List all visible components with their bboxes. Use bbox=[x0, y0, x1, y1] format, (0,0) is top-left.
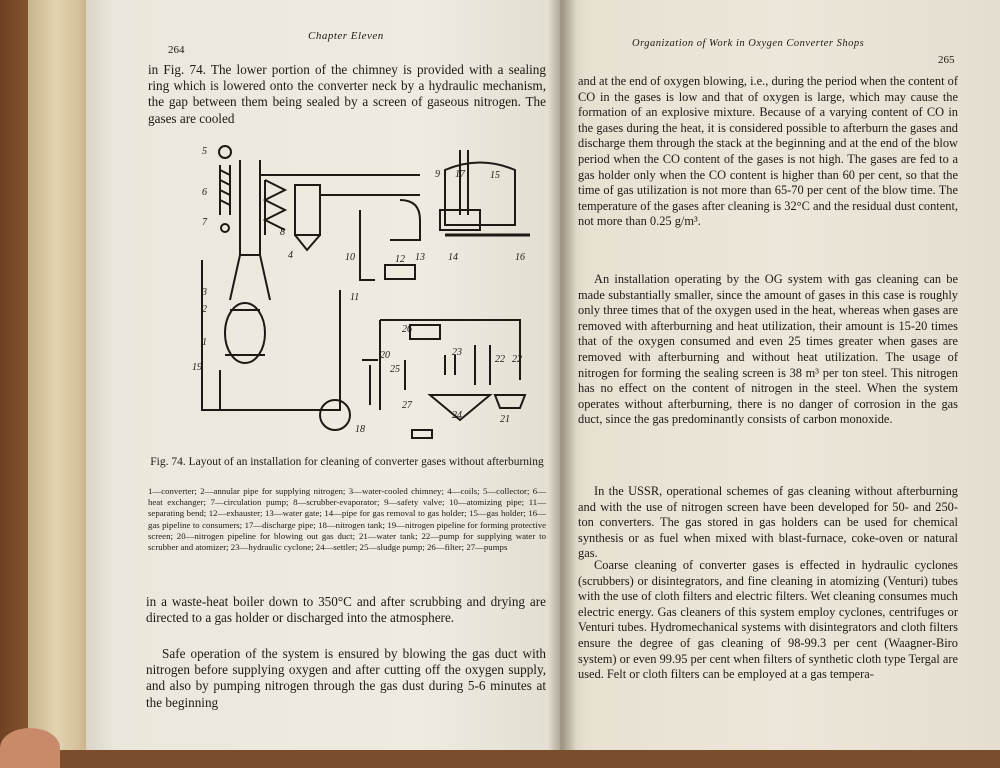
chimney bbox=[230, 255, 270, 300]
callout-20: 20 bbox=[380, 350, 390, 361]
callout-27: 27 bbox=[402, 400, 412, 411]
callout-9: 9 bbox=[435, 169, 440, 180]
callout-24: 24 bbox=[452, 410, 462, 421]
nitrogen-tank bbox=[320, 400, 350, 430]
callout-2: 2 bbox=[202, 304, 207, 315]
callout-11: 11 bbox=[350, 292, 360, 303]
collector bbox=[219, 146, 231, 158]
callout-3: 3 bbox=[202, 287, 207, 298]
scrubber-evaporator bbox=[295, 185, 320, 235]
right-paragraph-4: Coarse cleaning of converter gases is effected in hydraulic cyclones (scrubbers) or disintegrators, and fine cleaning in atomizing (Venturi) tubes with the use of cloth filters and electric filters. Wet cleaning consumes much electric energy. Gas cleaners of this system employ cyclones, centrifuges or Venturi tubes. Hydromechanical systems with disintegrators and cloth filters ensure the degree of gas cleaning of 98-99.3 per cent (Waagner-Biro system) or even 99.95 per cent when filters of synthetic cloth type Tergal are used. Felt or cloth filters can be employed at a gas tempera- bbox=[578, 558, 958, 682]
sludge-pump bbox=[362, 360, 378, 405]
callout-19: 19 bbox=[192, 362, 202, 373]
water-tank bbox=[495, 395, 525, 408]
figure-caption-title: Fig. 74. Layout of an installation for cleaning of converter gases without afterburning bbox=[150, 456, 544, 468]
callout-1: 1 bbox=[202, 337, 207, 348]
callout-7: 7 bbox=[202, 217, 207, 228]
callout-5: 5 bbox=[202, 146, 207, 157]
left-page bbox=[86, 0, 564, 750]
book-gutter-shadow bbox=[548, 0, 576, 750]
callout-16: 16 bbox=[515, 252, 525, 263]
callout-14: 14 bbox=[448, 252, 458, 263]
nitrogen-pipeline bbox=[202, 260, 340, 410]
discharge-pipe bbox=[460, 150, 468, 215]
callout-17: 17 bbox=[455, 169, 465, 180]
callout-21: 21 bbox=[500, 414, 510, 425]
right-paragraph-3: In the USSR, operational schemes of gas cleaning without afterburning and with the use of nitrogen screen have been developed for 50- and 250-ton converters. The gas stored in gas holders can be used for chemical synthesis or as fuel when mixed with blast-furnace, coke-oven or natural gas. bbox=[578, 484, 958, 561]
callout-18: 18 bbox=[355, 424, 365, 435]
left-paragraph-last: Safe operation of the system is ensured by blowing the gas duct with nitrogen before supplying oxygen and after cutting off the oxygen supply, and also by pumping nitrogen through the gas dust during 5-6 minutes at the beginning bbox=[146, 646, 546, 710]
callout-15: 15 bbox=[490, 170, 500, 181]
running-head-left: Chapter Eleven bbox=[308, 30, 384, 42]
callout-25: 25 bbox=[390, 364, 400, 375]
callout-10: 10 bbox=[345, 252, 355, 263]
callout-12: 12 bbox=[395, 254, 405, 265]
callout-23: 23 bbox=[452, 347, 462, 358]
hydraulic-cyclone bbox=[445, 355, 455, 375]
water-pumps bbox=[475, 345, 490, 385]
figure-caption-legend: 1—converter; 2—annular pipe for supplying nitrogen; 3—water-cooled chimney; 4—coils; 5—collector; 6—heat exchanger; 7—circulation pump; 8—scrubber-evaporator; 9—safety valve; 10—atomizing pipe; 11—separating bend; 12—exhauster; 13—water gate; 14—pipe for gas removal to gas holder; 15—gas holder; 16—gas pipeline to consumers; 17—discharge pipe; 18—nitrogen tank; 19—nitrogen pipeline for forming protective screen; 20—nitrogen pipeline for blowing out gas duct; 21—water tank; 22—pump for supplying water to scrubber and atomizer; 23—hydraulic cyclone; 24—settler; 25—sludge pump; 26—filter; 27—pumps bbox=[148, 486, 546, 553]
callout-8: 8 bbox=[280, 227, 285, 238]
callout-22a: 22 bbox=[495, 354, 505, 365]
running-head-right: Organization of Work in Oxygen Converter Shops bbox=[632, 38, 865, 49]
callout-26: 26 bbox=[402, 324, 412, 335]
right-paragraph-2: An installation operating by the OG system with gas cleaning can be made substantially smaller, since the amount of gases in this case is roughly only three times that of the oxygen used in the heat, whereas when gases are removed with afterburning and heat utilization, their amount is 15-20 times that of the oxygen consumed and even 25 times greater when gases are removed with afterburning and without heat utilization. The usage of nitrogen for forming the sealing screen is 38 m³ per ton steel. This nitrogen has no effect on the content of nitrogen in the steel. When the system operates without afterburning, there is no danger of corrosion in the gas duct, since the gas predominantly consists of carbon monoxide. bbox=[578, 272, 958, 427]
exhauster bbox=[385, 265, 415, 279]
heat-exchanger bbox=[220, 165, 230, 215]
page-number-right: 265 bbox=[938, 54, 955, 66]
callout-22b: 22 bbox=[512, 354, 522, 365]
figure-74-diagram bbox=[190, 140, 530, 450]
right-paragraph-1: and at the end of oxygen blowing, i.e., during the period when the content of CO in the gases is low and that of oxygen is large, which may cause the formation of an explosive mixture. Because of a varying content of CO in the gases during the heat, it is considered possible to afterburn the gases and discharge them through the stack at the beginning and at the end of the blow period when the CO content of the gases is not high. The gases are fed to a gas holder only when the CO content is higher than 60 per cent, so that the time of gas utilization is not more than 65-70 per cent of the blow time. The temperature of the gases after cleaning is 32°C and the residual dust content, not more than 0.25 g/m³. bbox=[578, 74, 958, 229]
page-number-left: 264 bbox=[168, 44, 185, 56]
thumb bbox=[0, 728, 60, 768]
callout-13: 13 bbox=[415, 252, 425, 263]
right-page bbox=[560, 0, 1000, 750]
callout-6: 6 bbox=[202, 187, 207, 198]
filter bbox=[410, 325, 440, 339]
atomizing-pipe bbox=[360, 200, 420, 280]
callout-4: 4 bbox=[288, 250, 293, 261]
left-paragraph-after-figure: in a waste-heat boiler down to 350°C and after scrubbing and drying are directed to a gas holder or discharged into the atmosphere. bbox=[146, 594, 546, 626]
left-paragraph-top: in Fig. 74. The lower portion of the chimney is provided with a sealing ring which is lowered onto the converter neck by a hydraulic mechanism, the gap between them being sealed by a screen of gaseous nitrogen. The gases are cooled bbox=[148, 62, 546, 126]
